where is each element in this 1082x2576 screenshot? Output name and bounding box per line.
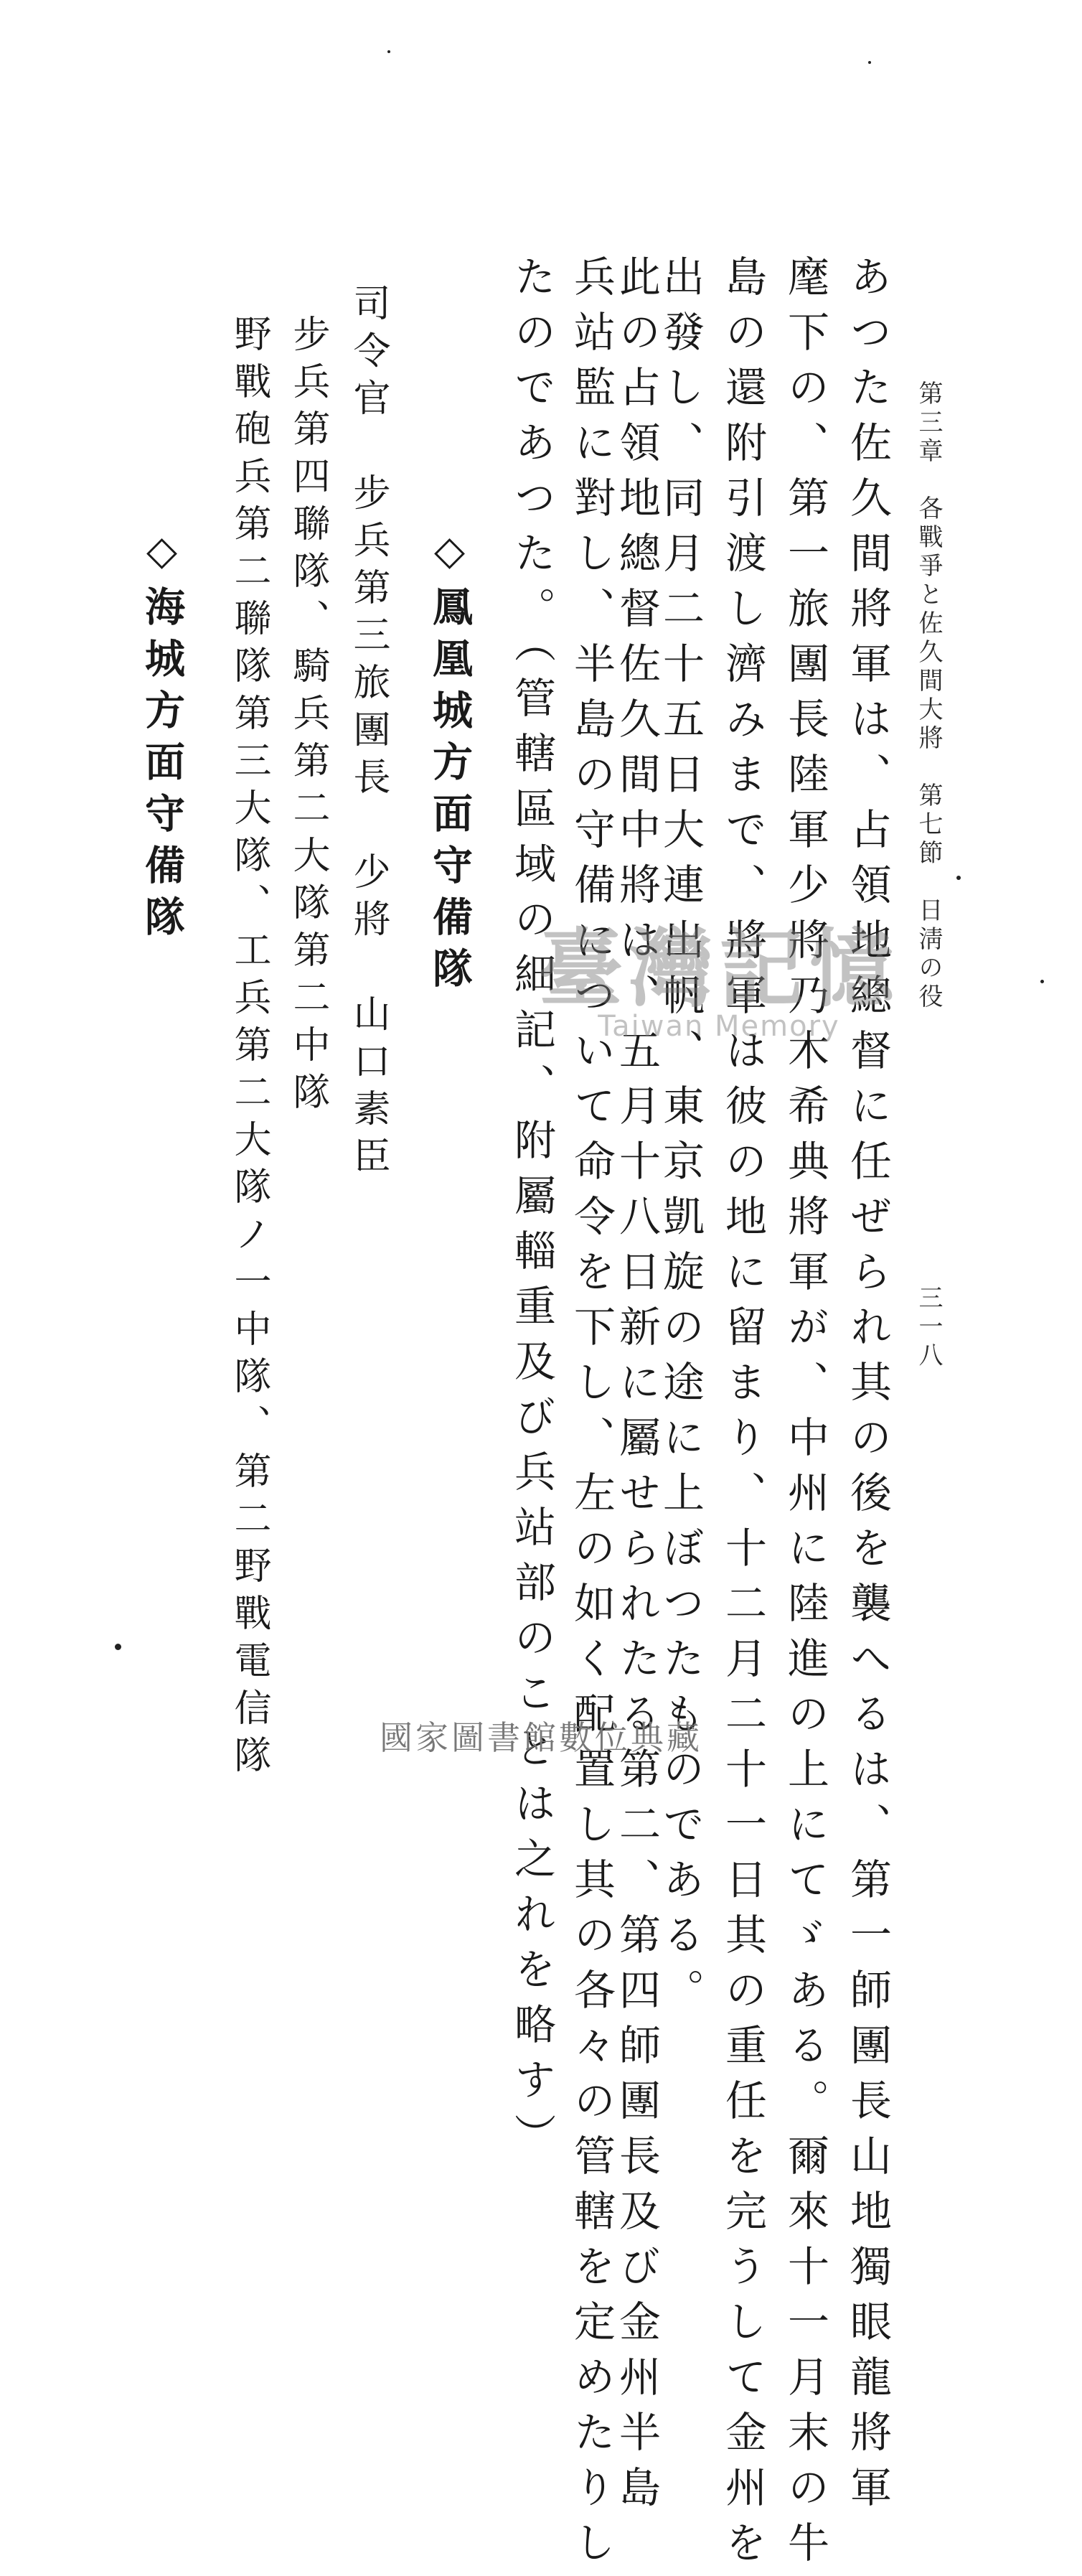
scan-speck (115, 1644, 121, 1650)
page-number: 三一八 (914, 1285, 943, 1371)
running-title: 第三章 各戰爭と佐久間大將 第七節 日淸の役 (914, 380, 943, 1012)
roster-artillery-engineers: 野戰砲兵第二聯隊第三大隊、工兵第二大隊ノ一中隊、第二野戰電信隊 (227, 314, 270, 1783)
library-footer: 國家圖書館數位典藏 (380, 1718, 702, 1757)
scan-speck (956, 876, 961, 880)
roster-infantry-cavalry: 步兵第四聯隊、騎兵第二大隊第二中隊 (286, 314, 329, 1120)
scan-speck (387, 50, 390, 53)
body-column-7: たのであつた。（管轄區域の細記、附屬輜重及び兵站部のことは之れを略す） (507, 255, 556, 2168)
watermark-cn: 臺灣記憶 (538, 919, 900, 1018)
body-column-2: 麾下の、第一旅團長陸軍少將乃木希典將軍が、中州に陸進の上にてゞある。爾來十一月末の牛 (781, 255, 829, 2576)
scan-speck (1040, 980, 1044, 983)
scan-speck (868, 61, 871, 64)
section-heading-fenghuangcheng: ◇鳳凰城方面守備隊 (426, 528, 473, 999)
body-column-6: 兵站監に對し、半島の守備について命令を下し、左の如く配置し其の各々の管轄を定めたりし (567, 255, 616, 2576)
section-heading-haicheng: ◇海城方面守備隊 (138, 528, 185, 947)
body-column-3: 島の還附引渡し濟みまで、將軍は彼の地に留まり、十二月二十一日其の重任を完うして金州を (718, 255, 767, 2576)
body-column-5: 此の占領地總督佐久間中將は、五月十八日新に屬せられたる第二、第四師團長及び金州半島 (612, 255, 661, 2521)
watermark-en: Taiwan Memory (598, 1010, 840, 1043)
body-column-1: あつた佐久間將軍は、占領地總督に任ぜられ其の後を襲へるは、第一師團長山地獨眼龍將軍 (843, 255, 892, 2521)
roster-commander: 司令官 步兵第三旅團長 少將 山口素臣 (347, 284, 390, 1184)
taiwan-memory-watermark (538, 901, 900, 1043)
body-column-4: 出發し、同月二十五日大連出帆、東京凱旋の途に上ぼつたものである。 (656, 255, 705, 2023)
